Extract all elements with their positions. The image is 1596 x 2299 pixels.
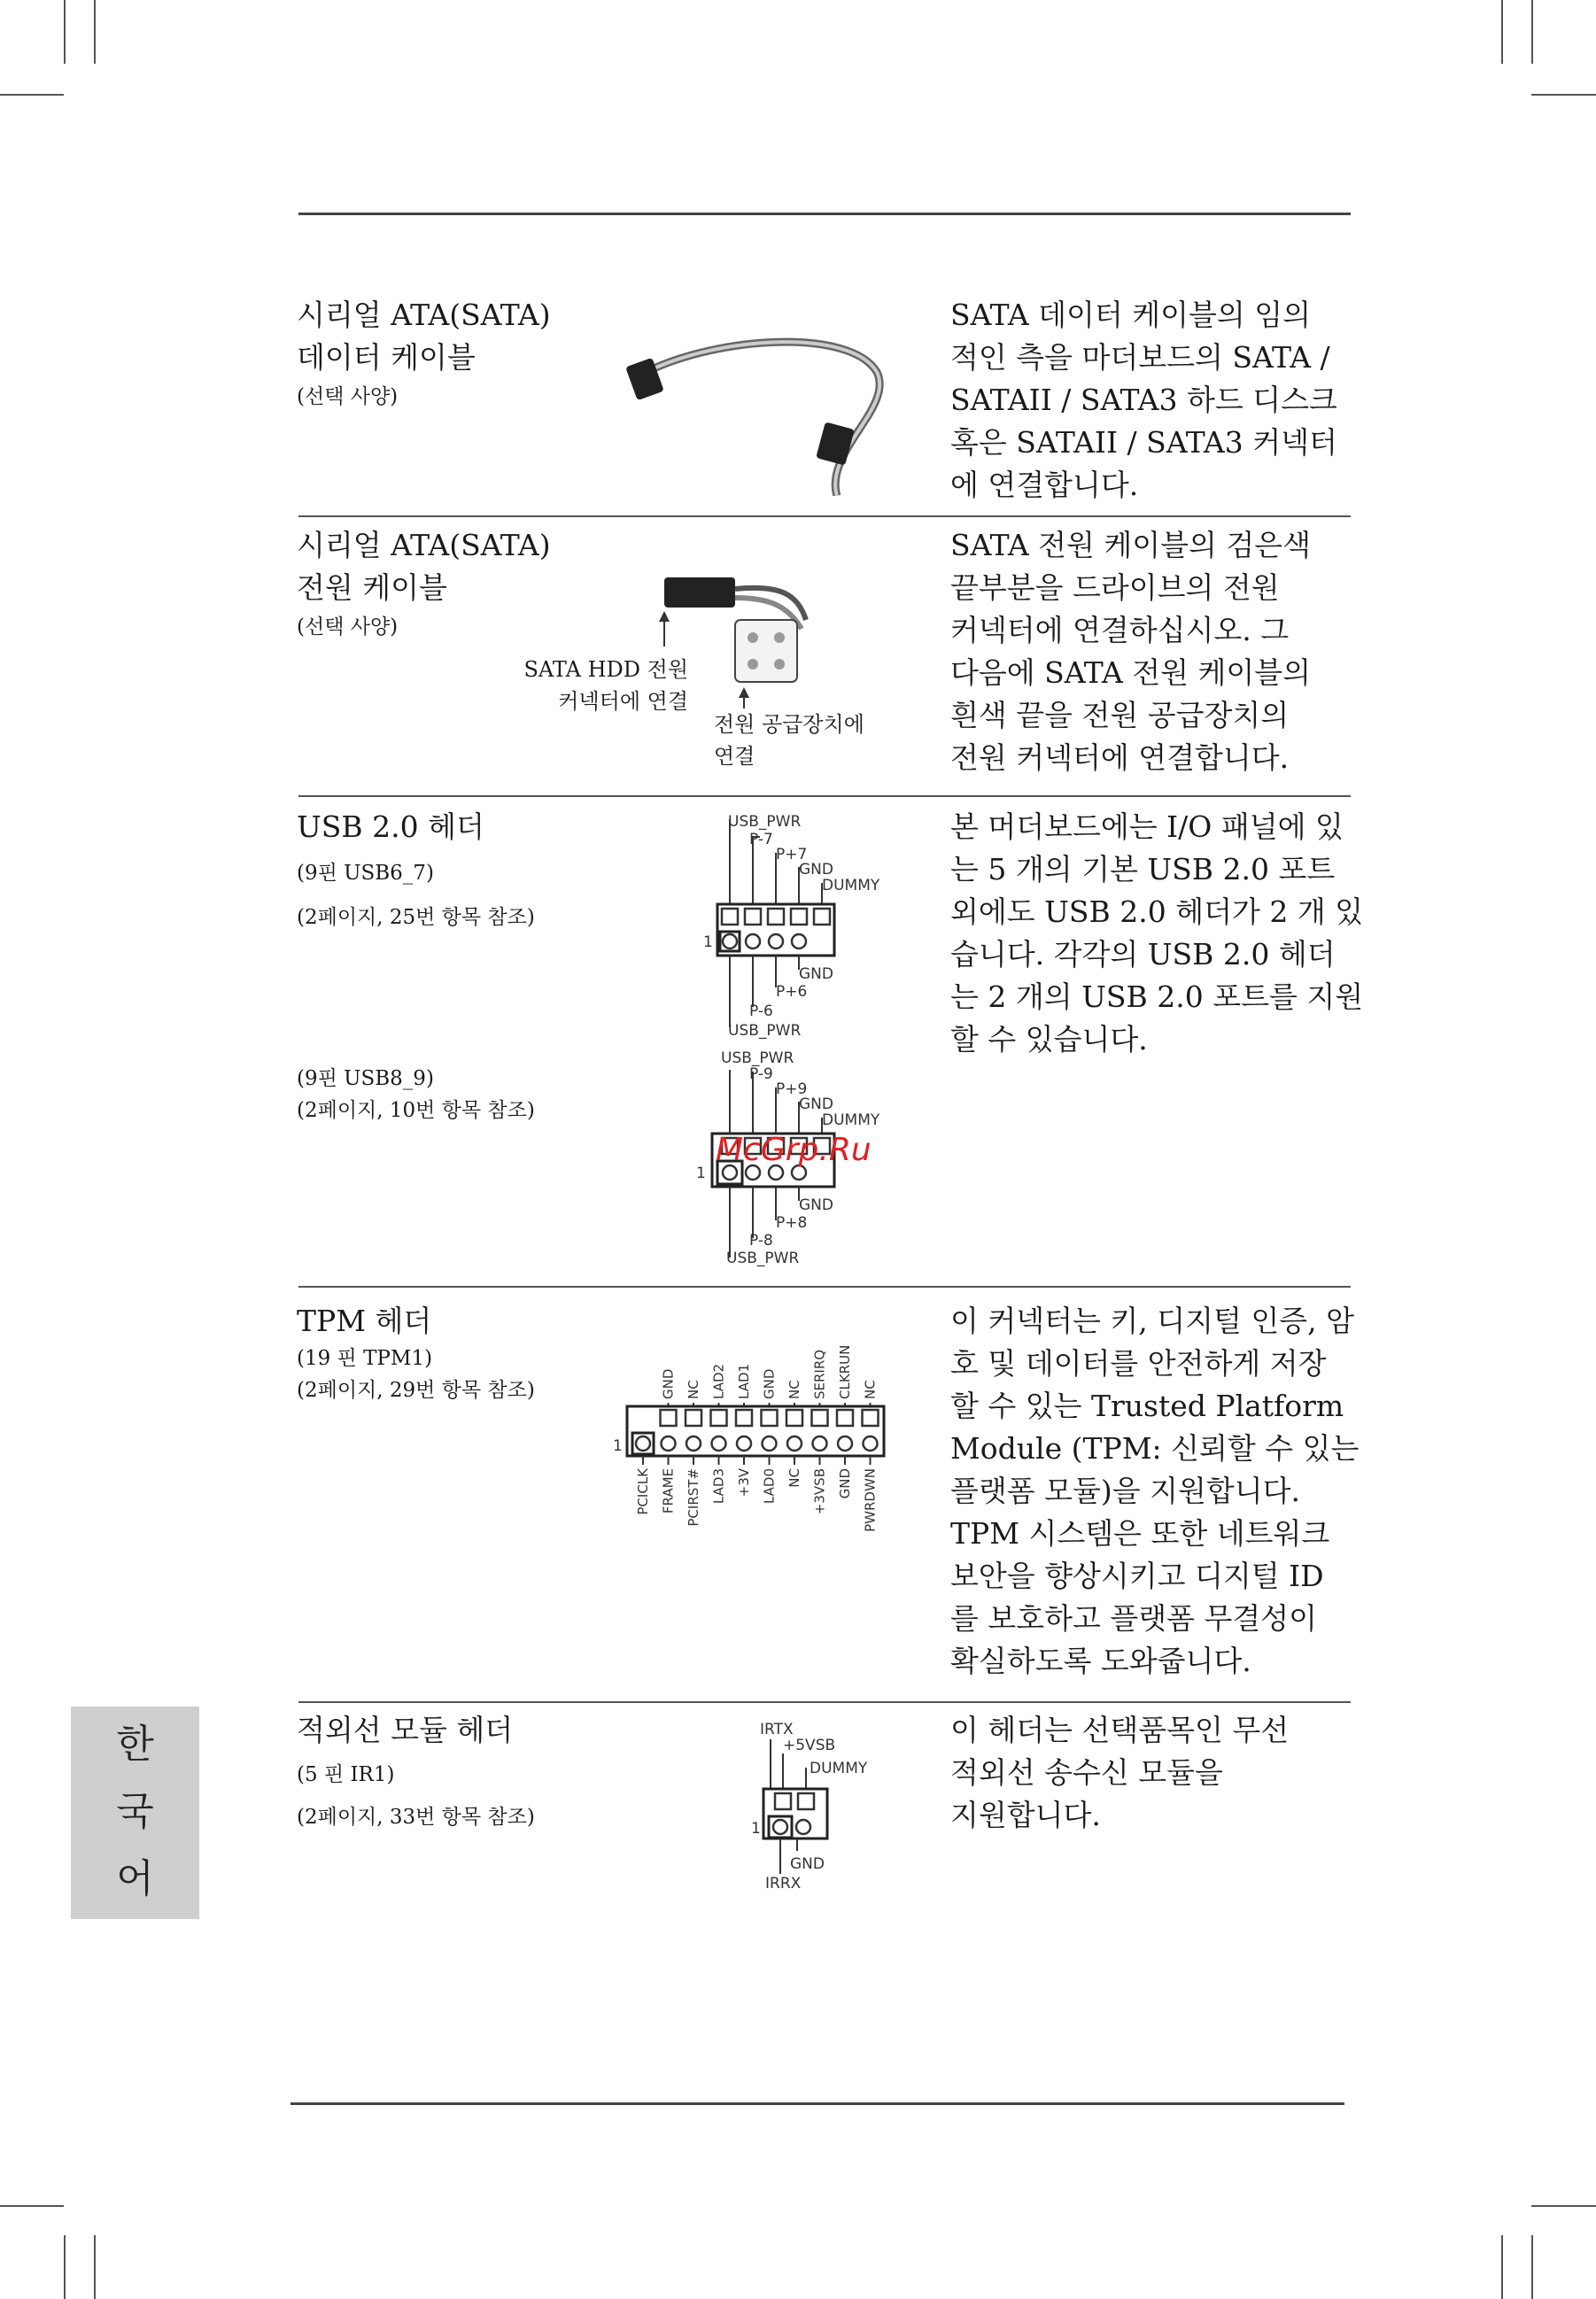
section-note: (9핀 USB6_7) [297,862,434,885]
tpm-pin [813,1436,827,1451]
tpm-pin [662,1436,676,1451]
sata-power-section [297,524,551,643]
tpm-pin-label: GND [761,1368,778,1399]
sata-data-section [297,294,551,413]
ir-header-diagram [744,1718,903,1895]
tpm-pin [711,1410,727,1426]
tpm-pin [812,1410,828,1426]
section-note: (2페이지, 29번 항목 참조) [297,1379,535,1402]
pin-label: IRRX [765,1875,802,1893]
section-divider [298,515,1351,517]
tpm-header-diagram [611,1318,895,1548]
tpm-pin [661,1410,677,1426]
desc-line: 본 머더보드에는 I/O 패널에 있 [950,809,1344,844]
pin-label: P-9 [749,1065,773,1083]
usb-section [297,806,535,933]
tpm-pin [864,1436,878,1451]
desc-line: 외에도 USB 2.0 헤더가 2 개 있 [950,894,1364,929]
language-tab [71,1707,199,1919]
tpm-pin-label: GND [837,1468,853,1499]
section-title: 전원 케이블 [297,570,447,605]
tpm-pin-label: NC [786,1468,802,1488]
desc-line: SATA 전원 케이블의 검은색 [950,528,1312,562]
desc-line: 적외선 송수신 모듈을 [950,1755,1223,1790]
desc-line: 에 연결합니다. [950,468,1139,502]
desc-line: Module (TPM: 신뢰할 수 있는 [950,1431,1360,1466]
desc-line: 할 수 있는 Trusted Platform [950,1389,1344,1423]
desc-line: 끝부분을 드라이브의 전원 [950,570,1280,605]
crop-mark [1531,0,1533,64]
crop-mark [1531,94,1596,96]
sata-data-cable-image [611,319,903,496]
tpm-pin [762,1410,778,1426]
pin-label: P-6 [749,1002,773,1020]
tpm-pin [837,1410,853,1426]
pin-label: DUMMY [822,1111,880,1129]
pin-label: USB_PWR [728,1022,802,1040]
pin1-label: 1 [613,1437,623,1455]
hdd-callout [518,654,688,717]
tpm-pin-label: LAD3 [710,1468,727,1505]
pin-label: USB_PWR [728,813,802,831]
pin-label: P+6 [776,983,808,1001]
section-divider [298,1286,1351,1288]
tpm-description [950,1300,1359,1683]
tpm-pin-label: SERIRQ [811,1349,828,1399]
pin-label: P+7 [776,846,808,863]
tpm-pin-label: PCIRST# [686,1468,701,1527]
crop-mark [0,94,64,96]
section-divider [298,1701,1351,1703]
callout-line: 연결 [714,744,755,769]
section-title: 적외선 모듈 헤더 [297,1713,514,1747]
lang-tab-char: 한 [116,1722,154,1767]
section-note: (선택 사양) [297,385,399,408]
pin-label: P+9 [776,1080,808,1098]
tpm-section [297,1300,535,1406]
desc-line: TPM 시스템은 또한 네트워크 [950,1516,1330,1551]
tpm-pin-label: NC [686,1380,701,1399]
desc-line: SATA 데이터 케이블의 임의 [950,298,1312,332]
section-title: 데이터 케이블 [297,340,476,375]
desc-line: 다음에 SATA 전원 케이블의 [950,655,1312,690]
tpm-pin [863,1410,879,1426]
usb-header-a-diagram [691,810,895,1041]
tpm-pin [686,1410,701,1426]
desc-line: 는 2 개의 USB 2.0 포트를 지원 [950,979,1364,1014]
tpm-pin-label: NC [862,1380,879,1399]
desc-line: 확실하도록 도와줍니다. [950,1644,1251,1678]
desc-line: 할 수 있습니다. [950,1022,1148,1057]
ir-section [297,1709,535,1833]
pin-label: P+8 [776,1214,808,1232]
section-note: (2페이지, 10번 항목 참조) [297,1099,535,1122]
section-title: 시리얼 ATA(SATA) [297,298,551,332]
pin-label: P-7 [749,831,773,848]
desc-line: 커넥터에 연결하십시오. 그 [950,613,1290,647]
desc-line: SATAII / SATA3 하드 디스크 [950,383,1337,417]
section-title: 시리얼 ATA(SATA) [297,528,551,562]
section-note: (선택 사양) [297,615,399,639]
bottom-rule [291,2102,1344,2105]
pin1-label: 1 [696,1165,706,1182]
pin-label: GND [799,1196,833,1214]
tpm-pin [763,1436,777,1451]
pin-label: DUMMY [810,1760,868,1777]
crop-mark [94,0,96,64]
desc-line: 는 5 개의 기본 USB 2.0 포트 [950,852,1336,886]
desc-line: 적인 측을 마더보드의 SATA / [950,340,1330,375]
section-title: USB 2.0 헤더 [297,809,484,844]
tpm-pin [712,1436,726,1451]
section-divider [298,795,1351,797]
lang-tab-char: 어 [116,1856,154,1901]
tpm-pin-label: CLKRUN [837,1344,853,1399]
crop-mark [1531,2235,1533,2299]
desc-line: 이 헤더는 선택품목인 무선 [950,1713,1290,1747]
desc-line: 이 커넥터는 키, 디지털 인증, 암 [950,1304,1354,1338]
desc-line: 플랫폼 모듈)을 지원합니다. [950,1474,1301,1508]
pin-label: IRTX [760,1721,794,1738]
section-title: TPM 헤더 [297,1304,432,1338]
watermark: McGrp.Ru [716,1132,872,1168]
desc-line: 를 보호하고 플랫폼 무결성이 [950,1601,1318,1636]
pin1-label: 1 [703,933,713,951]
pin-label: USB_PWR [721,1049,794,1067]
tpm-pin [786,1410,802,1426]
crop-mark [0,2205,64,2207]
tpm-pin [737,1436,751,1451]
crop-mark [1501,2235,1503,2299]
crop-mark [64,0,66,64]
tpm-pin-label: +3V [736,1468,752,1498]
desc-line: 전원 커넥터에 연결합니다. [950,740,1290,775]
sata-data-description [950,294,1337,507]
tpm-pin-label: LAD2 [710,1363,727,1399]
pin-label: GND [790,1855,825,1873]
section-note: (5 핀 IR1) [297,1763,395,1786]
sata-power-description [950,524,1311,779]
usb-note-b [297,1063,535,1126]
crop-mark [94,2235,96,2299]
tpm-pin-label: FRAME [660,1468,677,1514]
tpm-pin [787,1436,802,1451]
tpm-pin [686,1436,701,1451]
tpm-pin-label: GND [660,1368,677,1399]
top-rule [298,213,1351,215]
ir-description [950,1709,1289,1837]
section-note: (2페이지, 25번 항목 참조) [297,906,535,929]
pin-label: GND [799,965,833,983]
usb-description [950,806,1363,1061]
section-note: (9핀 USB8_9) [297,1067,434,1090]
pin-label: USB_PWR [726,1250,800,1266]
desc-line: 보안을 향상시키고 디지털 ID [950,1559,1324,1593]
desc-line: 혹은 SATAII / SATA3 커넥터 [950,425,1337,460]
tpm-pin-label: LAD0 [761,1468,778,1505]
pin-label: DUMMY [822,877,880,894]
tpm-pin-label: PWRDWN [862,1468,879,1532]
tpm-pin [636,1436,650,1451]
tpm-pin-label: +3VSB [811,1468,828,1515]
desc-line: 호 및 데이터를 안전하게 저장 [950,1346,1327,1381]
section-note: (19 핀 TPM1) [297,1347,433,1370]
pin-label: GND [799,861,833,879]
desc-line: 습니다. 각각의 USB 2.0 헤더 [950,937,1336,971]
crop-mark [1531,2205,1596,2207]
tpm-pin-label: LAD1 [736,1363,752,1399]
psu-callout [714,708,864,772]
pin1-label: 1 [751,1820,761,1838]
lang-tab-char: 국 [116,1789,154,1834]
tpm-pin [736,1410,752,1426]
callout-line: 커넥터에 연결 [558,689,688,714]
tpm-pin-label: NC [786,1380,802,1399]
crop-mark [1501,0,1503,64]
desc-line: 지원합니다. [950,1798,1101,1832]
pin-label: +5VSB [783,1737,836,1754]
tpm-pin-label: PCICLK [635,1468,651,1515]
crop-mark [64,2235,66,2299]
pin-label: GND [799,1095,833,1113]
callout-line: SATA HDD 전원 [523,657,688,682]
section-note: (2페이지, 33번 항목 참조) [297,1806,535,1829]
tpm-pin [838,1436,852,1451]
desc-line: 흰색 끝을 전원 공급장치의 [950,698,1290,732]
pin-label: P-8 [749,1232,773,1250]
callout-line: 전원 공급장치에 [714,712,864,737]
